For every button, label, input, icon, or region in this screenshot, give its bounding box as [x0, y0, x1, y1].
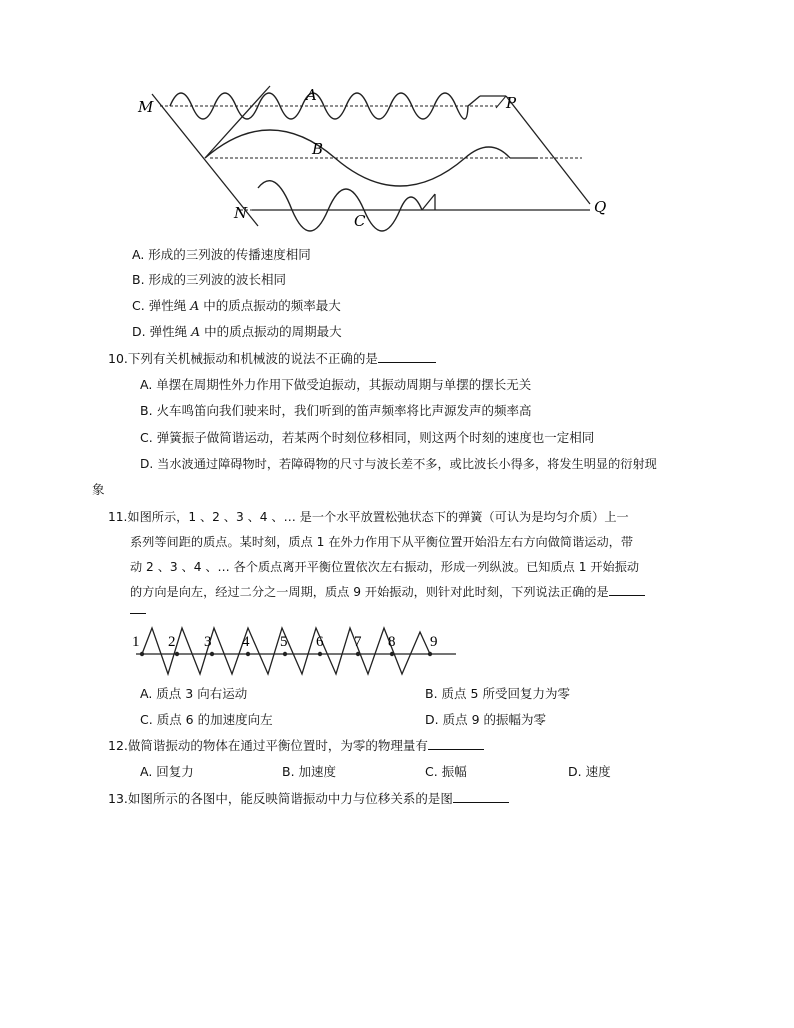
q13-stem: 13.如图所示的各图中，能反映简谐振动中力与位移关系的是图	[108, 790, 509, 808]
q10-option-d: D. 当水波通过障碍物时，若障碍物的尺寸与波长差不多，或比波长小得多，将发生明显的衍射现	[140, 457, 657, 471]
label-B: B	[312, 140, 324, 158]
label-M: M	[138, 98, 154, 116]
q10-option-a: A. 单摆在周期性外力作用下做受迫振动，其振动周期与单摆的摆长无关	[140, 377, 532, 392]
q12-option-a: A. 回复力	[140, 764, 194, 779]
q10-option-b: B. 火车鸣笛向我们驶来时，我们听到的笛声频率将比声源发声的频率高	[140, 403, 532, 418]
point-label-8: 8	[388, 634, 396, 650]
q9-option-d: D. 弹性绳 A 中的质点振动的周期最大	[132, 324, 342, 339]
q11-stem-line-2: 系列等间距的质点。某时刻，质点 1 在外力作用下从平衡位置开始沿左右方向做简谐运动，带	[130, 535, 634, 549]
q9-option-c: C. 弹性绳 A 中的质点振动的频率最大	[132, 298, 341, 313]
q12-option-c: C. 振幅	[425, 764, 467, 779]
q11-stem-line-3: 动 2 、3 、4 、… 各个质点离开平衡位置依次左右振动，形成一列纵波。已知质点 1 开始振动	[130, 560, 640, 574]
point-label-4: 4	[242, 634, 250, 650]
point-label-3: 3	[204, 634, 212, 650]
label-P: P	[506, 94, 517, 112]
q10-stem: 10.下列有关机械振动和机械波的说法不正确的是	[108, 350, 436, 368]
answer-blank[interactable]	[428, 737, 484, 750]
point-label-1: 1	[132, 634, 140, 650]
q11-option-b: B. 质点 5 所受回复力为零	[425, 686, 570, 701]
label-N: N	[234, 204, 248, 222]
q11-option-a: A. 质点 3 向右运动	[140, 686, 248, 701]
spring-figure	[130, 626, 460, 678]
answer-blank-continuation[interactable]	[130, 613, 146, 614]
point-label-7: 7	[354, 634, 362, 650]
wave-rope-figure	[130, 84, 610, 232]
answer-blank[interactable]	[453, 790, 509, 803]
q11-option-c: C. 质点 6 的加速度向左	[140, 712, 273, 727]
label-C: C	[354, 212, 366, 230]
point-label-9: 9	[430, 634, 438, 650]
q11-stem-line-1: 11.如图所示，1 、2 、3 、4 、… 是一个水平放置松弛状态下的弹簧（可认为是均匀介质）上一	[108, 510, 629, 524]
q11-stem-line-4: 的方向是向左，经过二分之一周期，质点 9 开始振动，则针对此时刻，下列说法正确的是	[130, 583, 645, 601]
q12-option-d: D. 速度	[568, 764, 611, 779]
rope-c-wave	[258, 181, 422, 231]
answer-blank[interactable]	[609, 583, 645, 596]
q12-stem: 12.做简谐振动的物体在通过平衡位置时，为零的物理量有	[108, 737, 484, 755]
q9-option-b: B. 形成的三列波的波长相同	[132, 272, 287, 287]
point-label-2: 2	[168, 634, 176, 650]
point-label-5: 5	[280, 634, 288, 650]
q12-option-b: B. 加速度	[282, 764, 337, 779]
q10-option-d-wrap: 象	[92, 482, 105, 497]
q11-option-d: D. 质点 9 的振幅为零	[425, 712, 546, 727]
point-label-6: 6	[316, 634, 324, 650]
q9-option-a: A. 形成的三列波的传播速度相同	[132, 247, 311, 262]
label-A: A	[306, 86, 317, 104]
q10-option-c: C. 弹簧振子做简谐运动，若某两个时刻位移相同，则这两个时刻的速度也一定相同	[140, 430, 595, 445]
answer-blank[interactable]	[378, 350, 436, 363]
label-Q: Q	[594, 198, 607, 216]
